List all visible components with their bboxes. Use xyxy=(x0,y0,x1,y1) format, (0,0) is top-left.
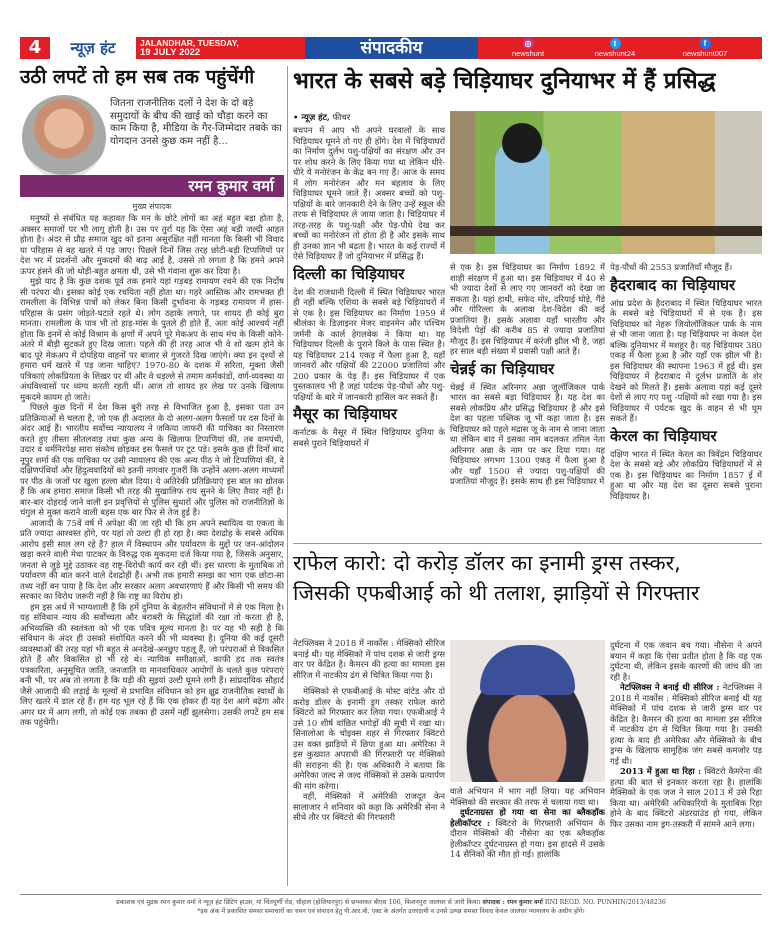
drug-headline xyxy=(293,548,763,608)
paragraph: दुर्घटना में एक जवान बच गया। नौसेना ने अपने बयान में कहा कि ऐसा प्रतीत होता है कि यह एक दुर्घटना थी, लेकिन इसके कारणों की जांच की जा रही है। xyxy=(610,640,762,682)
paragraph: नेटफ्लिक्स ने 2018 में नार्कोस : मेक्सिको सीरिज बनाई थी यह मेक्सिको में पांच दशक से जारी ड्रग्स वार पर केंद्रित है। कैमरन की हत्या का मामला इस सीरिज में नाटकीय ढंग से चित्रित किया गया है। उसकी हत्या के बाद ही अमेरिका और मेक्सिको के बीच ड्रग्स के खिलाफ सामूहिक जंग सबसे कमजोर पड़ गई थी। xyxy=(610,682,762,766)
paragraph: देश की राजधानी दिल्ली में स्थित चिड़ियाघर भारत ही नहीं बल्कि एशिया के सबसे बड़े चिड़ियाघरों में से एक है। इस चिड़ियाघर का निर्माण 1959 में श्रीलंका के डिज़ाइनर मेजर वाइनमेन और पश्चिम जर्मनी के कार्ल हेगलबेक ने किया था। यह चिड़ियाघर दिल्ली के पुराने किले के पास स्थित है। यह चिड़ियाघर 214 एकड़ में फैला हुआ है, यहाँ जानवरों और पक्षियों की 22000 प्रजातियां और 200 प्रकार के पेड़ हैं। इस चिड़ियाघर में एक पुस्तकालय भी है जहां पर्यटक पेड़-पौधों और पशु-पक्षियों के बारे में जानकारी हासिल कर सकते हैं। xyxy=(293,286,445,402)
zoo-column-1 xyxy=(293,125,445,537)
suspect-photo xyxy=(450,640,605,782)
paragraph: मनुष्यों से संबंधित यह कहावत कि मन के छोटे लोगों का अहं बहुत बड़ा होता है, अक्सर समाजों पर भी लागू होती है। उस पर तुर्रा यह कि ऐसा अहं बड़ी जल्दी आहत होता है। अंदर से प्रौढ़ समाज खुद को इतना असुरक्षित नहीं मानता कि किसी भी विवाद या परिहास से वह खतरे में पड़ जाए। पिछले दिनों जिस तरह छोटी-बड़ी टिप्पणियों पर देश भर में प्रदर्शनों और मुकदमों की बाढ़ आई है, उससे तो लगता है कि हमने अपने ऊपर हंसने की जो थोड़ी-बहुत क्षमता थी, उसे भी गंवाना शुरू कर दिया है। xyxy=(20,213,284,276)
paragraph: पेड़-पौधों की 2553 प्रजातियाँ मौजूद हैं। xyxy=(610,262,733,272)
rni-number: RNI REGD. NO. PUNHIN/2013/48236 xyxy=(544,899,666,906)
paragraph: मुझे याद है कि कुछ दशक पूर्व तक हमारे यहां गड़बड़ रामायण रचने की एक निर्दोष सी परंपरा थी। इसका कोई एक रचयिता नहीं होता था। गहरे आस्तिक और रामभक्त ही रामलीला के विभिन्न पात्रों को लेकर बिना किसी दुर्भावना के गड़बड़ रामायण में हास-परिहास के प्रसंग जोड़ते-घटाते रहते थे। लोग ठहाके लगाते, पर शायद ही कोई बुरा मानता। रामलीला के पात्र भी तो हाड़-मांस के पुतले ही होते हैं, अतः कोई आश्चर्य नहीं होता कि इनमें से कोई विश्राम के क्षणों में अपने पूरे मेकअप के साथ मंच के किसी कोने-अंतरे में बीड़ी सुटकते हुए दिख जाता। पहले की ही तरह आज भी वे शो खत्म होने के बाद पूरे मेकअप में दोपहिया वाहनों पर बाजार से गुजरते दिख जाएंगे। क्या इन दृश्यों से हमारा धर्म खतरे में पड़ जाना चाहिए? 1970-80 के दशक में सरिता, मुक्ता जैसी पत्रिकाएं लोकप्रियता के शिखर पर थीं और वे धड़ल्ले से तमाम कर्मकांडों, वर्ण-व्यवस्था या अंधविश्वासों पर व्यंग्य करती रहती थीं। आज तो शायद हर लेख पर उनके खिलाफ मुकदमे कायम हो जाते। xyxy=(20,276,284,402)
social-handle: newshunt xyxy=(511,49,545,58)
social-instagram[interactable] xyxy=(488,38,568,58)
social-facebook[interactable] xyxy=(665,38,745,58)
author-title: मुख्य संपादक xyxy=(132,202,172,211)
paragraph: नेटफ्लिक्स ने 2018 में नार्कोस : मेक्सिको सीरिज बनाई थी। यह मेक्सिको में पांच दशक से जारी ड्रग्स वार पर केंद्रित है। कैमरन की हत्या का मामला इस सीरिज में नाटकीय ढंग से चित्रित किया गया है। xyxy=(293,638,445,680)
subhead-mysore: मैसूर का चिड़ियाघर xyxy=(293,405,397,423)
page-number: 4 xyxy=(28,37,42,58)
imprint-line-1: प्रकाशक एवं मुद्रक रमन कुमार वर्मा ने न्यूज़ हंट प्रिंटिंग हाउस, मां चिंतपूर्णी रोड, चौहाल (होशियारपुर) से छपवाकर बीएस 106, किशनपुरा जालंधर से जारी किया। xyxy=(116,899,481,906)
paragraph-lead: 2013 में हुआ था रिहा : xyxy=(620,766,702,776)
social-twitter[interactable] xyxy=(575,38,655,58)
instagram-icon: ◎ xyxy=(523,38,534,49)
paragraph: हम इस अर्थ में भाग्यशाली हैं कि हमें दुनिया के बेहतरीन संविधानों में से एक मिला है। यह संविधान न्याय की सर्वोच्चता और बराबरी के सिद्धांतों की रक्षा तो करता ही है, अभिव्यक्ति की स्वतंत्रता को भी एक पवित्र मूल्य मानता है। पर यह भी सही है कि संविधान के अंदर ही उसको संशोधित करने की भी व्यवस्था है। दुनिया की कई दूसरी व्यवस्थाओं की तरह यहां भी बहुत से अनदेखे-अनछुए पहलू हैं, जो परंपराओं से विकसित होते हैं और विकसित हो भी रहे थे। न्यायिक समीक्षाओं, काफी हद तक स्वतंत्र पत्रकारिता, अनुसूचित जाति, जनजाति या मानवाधिकार आयोगों के चलते कुछ परंपराएं बनी भी, पर अब तो लगता है कि घड़ी की सूइयां उल्टी घूमने लगी हैं। सांप्रदायिक सौहार्द जैसे आजादी की लड़ाई के मूल्यों से प्रभावित संविधान को हम क्षुद्र राजनीतिक स्वार्थों के लिए खतरे में डाल रहे हैं। हम यह भूल रहे हैं कि एक होकर ही यह देश आगे बढ़ेगा और अगर घर में आग लगी, तो कोई एक तबका ही उसमें नहीं झुलसेगा। उसकी लपटें हम सब तक पहुंचेंगी। xyxy=(20,601,284,727)
zoo-column-2 xyxy=(450,262,605,537)
paragraph: क्विंटरो के गिरफ्तारी अभियान के दौरान मेक्सिको की नौसेना का एक ब्लैकहॉक हेलीकॉप्टर दुर्घटनाग्रस्त हो गया। इस हादसे में उसके 14 सैनिकों की मौत हो गई। हालांकि xyxy=(450,817,605,859)
drug-column-3 xyxy=(610,640,762,890)
paragraph: आजादी के 75वें वर्ष में अपेक्षा की जा रही थी कि हम अपने स्थायित्व या एकता के प्रति ज्यादा आश्वस्त होंगे, पर यहां तो उल्टा ही हो रहा है। क्या देशद्रोह के सबसे अधिक आरोप इसी साल लग रहे हैं? हाल में विस्थापन और पर्यावरण के मुद्दों पर जन-आंदोलन खड़ा करने वाली मेधा पाटकर के विरुद्ध एक मुकदमा दर्ज किया गया है, जिसके अनुसार, जनता से जुड़े मुद्दे उठाकर वह राष्ट्र-विरोधी कार्य कर रही थीं। इस धारणा के मुताबिक तो पर्यावरण की बात करने वाले देशद्रोही हैं। अभी तक हमारी समझ का भाग एक छोटा-सा तथ्य नहीं बन पाया है कि देश और सरकार अलग अवधारणाएं हैं और किसी भी समय की सरकार का विरोध जरूरी नहीं है कि राष्ट्र का विरोध हो। xyxy=(20,517,284,601)
paragraph: मेक्सिको से एफबीआई के मोस्ट वांटेड और दो करोड़ डॉलर के इनामी ड्रग तस्कर राफेल कारो क्विंटरो को गिरफ्तार कर लिया गया। एफबीआई ने उसे 10 शीर्ष वांछित भगोड़ों की सूची में रखा था। सिनालोआ के चोइक्स शहर से गिरफ्तार क्विंटरो उस वक्त झाड़ियों में छिपा हुआ था। अमेरिका ने इस कुख्यात अपराधी की गिरफ्तारी पर मेक्सिको की सराहना की है। एक अधिकारी ने बताया कि अमेरिका जल्द से जल्द मेक्सिको से उसके प्रत्यार्पण की मांग करेगा। xyxy=(293,686,445,791)
zoo-column-3 xyxy=(610,262,762,537)
dateline xyxy=(140,38,305,58)
facebook-icon: f xyxy=(700,38,711,49)
imprint-editor: संपादक : रमन कुमार वर्मा xyxy=(482,899,543,906)
drug-column-1 xyxy=(293,638,445,890)
author-name-banner: रमन कुमार वर्मा xyxy=(20,175,284,197)
paragraph: आंध्र प्रदेश के हैदराबाद में स्थित चिड़ियाघर भारत के सबसे बड़े चिड़ियाघरों में से एक है। इस चिड़ियाघर को नेहरू जियोलॉजिकल पार्क के नाम से भी जाना जाता है। यह चिड़ियाघर ना केवल देश बल्कि दुनियाभर में मशहूर है। यह चिड़ियाघर 380 एकड़ में फैला हुआ है और यहाँ एक झील भी है। इस चिड़ियाघर की स्थापना 1963 में हुई थी। इस चिड़ियाघर में हैदराबाद में दुर्लभ प्रजाति के शेर देखने को मिलते हैं। इसके अलावा यहां कई दूसरे देशों से लाए गए पशु -पक्षियों को रखा गया है। इस चिड़ियाघर में पर्यटक खुद के वाहन से भी घूम सकते हैं। xyxy=(610,297,762,423)
footer-rule xyxy=(20,894,762,895)
byline-type: फीचर xyxy=(332,113,351,123)
zoo-headline: भारत के सबसे बड़े चिड़ियाघर दुनियाभर में हैं प्रसिद्ध xyxy=(293,68,716,94)
imprint-line-2: *इस अंक में प्रकाशित समस्त समाचारों का चयन एवं संपादन हेतु पी.आर.बी. एक्ट के अंतर्गत उत्तरदायी व उनसे उत्पन्न समस्त विवाद केवल जालंधर न्यायालय के अधीन होंगे। xyxy=(197,908,585,915)
paragraph-lead: दुर्घटनाग्रस्त हो गया था सेना का ब्लैकहॉक हेलीकॉप्टर : xyxy=(450,807,605,828)
newspaper-logo xyxy=(50,37,136,59)
byline xyxy=(293,112,350,123)
paragraph: क्विंटरो कैमरेना की हत्या की बात से इनकार करता रहा है। हालांकि मैक्सिको के एक जज ने साल 2013 में उसे रिहा किया था। अमेरिकी अधिकारियों के मुताबिक रिहा होने के बाद क्विंटरो अंडरग्राउंड हो गया, लेकिन फिर उसका नाम ड्रग-तस्करी में सामने आने लगा। xyxy=(610,766,762,829)
paragraph: दक्षिण भारत में स्थित केरल का त्रिवेंद्रम चिड़ियाघर देश के सबसे बड़े और लोकप्रिय चिड़ियाघरों में से एक है। इस चिड़ियाघर का निर्माण 1857 ई में हुआ था और यह देश का दूसरा सबसे पुराना चिड़ियाघर है। xyxy=(610,448,762,501)
column-divider xyxy=(287,66,288,886)
twitter-icon: t xyxy=(610,38,621,49)
paragraph: बचपन में आप भी अपने घरवालों के साथ चिड़ियाघर घूमने तो गए ही होंगे। देश में चिड़ियाघरों का निर्माण दुर्लभ पशु-पक्षियों का संरक्षण और उन पर शोध करने के लिए किया गया था लेकिन धीरे-धीरे ये मनोरंजन के केंद्र बन गए हैं। आज के समय में लोग मनोरंजन और मन बहलाव के लिए चिड़ियाघर घूमने जाते हैं। अक्सर बच्चों को पशु-पक्षियों के बारे जानकारी देने के लिए उन्हें स्कूल की तरफ से चिड़ियाघर ले जाया जाता है। चिड़ियाघर में तरह-तरह के पशु-पक्षी और पेड़-पौधे देख कर बच्चों का मनोरंजन तो होता ही है और इसके साथ ही उनका ज्ञान भी बढ़ता है। भारत के कई राज्यों में ऐसे चिड़ियाघर हैं जो दुनियाभर में प्रसिद्ध हैं। xyxy=(293,125,445,261)
paragraph: कर्नाटक के मैसूर में स्थित चिड़ियाघर दुनिया के सबसे पुराने चिड़ियाघरों में xyxy=(293,427,445,448)
imprint xyxy=(20,898,762,916)
headline-line-1: राफेल कारो: दो करोड़ डॉलर का इनामी ड्रग्स तस्कर, xyxy=(293,551,681,575)
giraffe-photo xyxy=(450,111,762,254)
date-line-2: 19 JULY 2022 xyxy=(140,47,201,58)
editorial-body xyxy=(20,213,284,893)
author-photo xyxy=(22,95,106,179)
paragraph: चेन्नई में स्थित अरिनगर अन्ना जुलॉजिकल पार्क भारत का सबसे बड़ा चिड़ियाघर है। यह देश का सबसे लोकप्रिय और प्रसिद्ध चिड़ियाघर है और इसे देश का पहला पब्लिक जू भी कहा जाता है। इस चिड़ियाघर को पहले मद्रास जू के नाम से जाना जाता था लेकिन बाद में इसका नाम बदलकर तमिल नेता अरिनगर अन्ना के नाम पर कर दिया गया। यह चिड़ियाघर लगभग 1300 एकड़ में फैला हुआ है और यहाँ 1500 से ज्यादा पशु-पक्षियों की प्रजातियां मौजूद हैं। इसके साथ ही इस चिड़ियाघर में xyxy=(450,381,605,486)
social-handle: newshunt007 xyxy=(682,49,728,58)
paragraph-lead: नेटफ्लिक्स ने बनाई थी सीरिज : xyxy=(620,682,720,692)
cap xyxy=(480,645,575,695)
paragraph: वाले अभियान में भाग नहीं लिया। यह अभियान मेक्सिको की सरकार की तरफ से चलाया गया था। xyxy=(450,786,605,807)
paragraph: पिछले कुछ दिनों में देश किस बुरी तरह से विभाजित हुआ है, इसका पता उन प्रतिक्रियाओं से चलता है, जो एक ही अदालत के दो अलग-अलग फैसलों पर दस दिनों के अंदर आई हैं। भारतीय सर्वोच्च न्यायालय ने जकिया जाफरी की याचिका का निस्तारण करते हुए तीस्ता सीतलवाड़ तथा कुछ अन्य के खिलाफ टिप्पणियां कीं, तब वामपंथी, उदार व धर्मनिरपेक्ष सारा संकोच छोड़कर इस फैसले पर टूट पड़े। इसके कुछ ही दिनों बाद नूपुर शर्मा की एक याचिका पर उसी न्यायालय की एक अन्य पीठ ने जो टिप्पणियां कीं, वे दक्षिणपंथियों और हिंदुत्ववादियों को इतनी नागवार गुजरीं कि उन्होंने अलग-अलग माध्यमों पर पीठ के जजों पर खुला हल्ला बोल दिया। ये अतिरेकी प्रतिक्रियाएं इस बात का द्योतक हैं कि अब हमारा समाज किसी भी तरह की मुखालिफ राय सुनने के लिए तैयार नहीं है। बार-बार दोहराई जाने वाली इन प्रवृत्तियों से पुलिस सुधारों और पुलिस को राजनीतिज्ञों के चंगुल से मुक्त कराने वाली बहस एक बार फिर से तेज हुई है। xyxy=(20,402,284,517)
editorial-headline: उठी लपटें तो हम सब तक पहुंचेंगी xyxy=(20,66,255,88)
subhead-delhi: दिल्ली का चिड़ियाघर xyxy=(293,264,405,283)
byline-source: • न्यूज़ हंट, xyxy=(293,113,330,123)
editorial-pullquote: जितना राजनीतिक दलों ने देश के दो बड़े समुदायों के बीच की खाई को चौड़ा करने का काम किया है, मीडिया के गैर-जिम्मेदार तबके का योगदान उनसे कुछ कम नहीं है... xyxy=(110,98,282,147)
child-hair xyxy=(502,123,542,163)
subhead-hyderabad: हैदराबाद का चिड़ियाघर xyxy=(610,275,736,294)
fence xyxy=(450,226,762,236)
date-line-1: JALANDHAR, TUESDAY, xyxy=(140,38,239,48)
subhead-kerala: केरल का चिड़ियाघर xyxy=(610,426,717,445)
headline-line-2: जिसकी एफबीआई को थी तलाश, झाड़ियों से गिरफ्तार xyxy=(293,581,700,605)
logo-text: न्यूज़ हंट xyxy=(70,39,116,57)
section-title: संपादकीय xyxy=(305,37,478,59)
paragraph: से एक है। इस चिड़ियाघर का निर्माण 1892 में शाही संरक्षण में हुआ था। इस चिड़ियाघर में 40 से भी ज्यादा देशों से लाए गए जानवरों को देखा जा सकता है। यहां हाथी, सफेद मोर, दरियाई घोड़े, गैंडे और गोरिल्ला के अलावा देश-विदेश की कई प्रजातियां हैं। इसके अलावा यहाँ भारतीय और विदेशी पेड़ों की करीब 85 से ज्यादा प्रजातियां मौजूद हैं। इस चिड़ियाघर में करंजी झील भी है, जहां हर साल बड़ी संख्या में प्रवासी पक्षी आते हैं। xyxy=(450,262,605,356)
drug-column-2 xyxy=(450,786,605,890)
social-handle: newshunt24 xyxy=(594,49,636,58)
subhead-chennai: चेन्नई का चिड़ियाघर xyxy=(450,359,555,378)
paragraph: वहीं, मेक्सिको में अमेरिकी राजदूत केन सालाजार ने शनिवार को कहा कि अमेरिकी सेना ने सीधे तौर पर क्विंटरो की गिरफ्तारी xyxy=(293,791,445,822)
story-divider xyxy=(293,543,762,544)
